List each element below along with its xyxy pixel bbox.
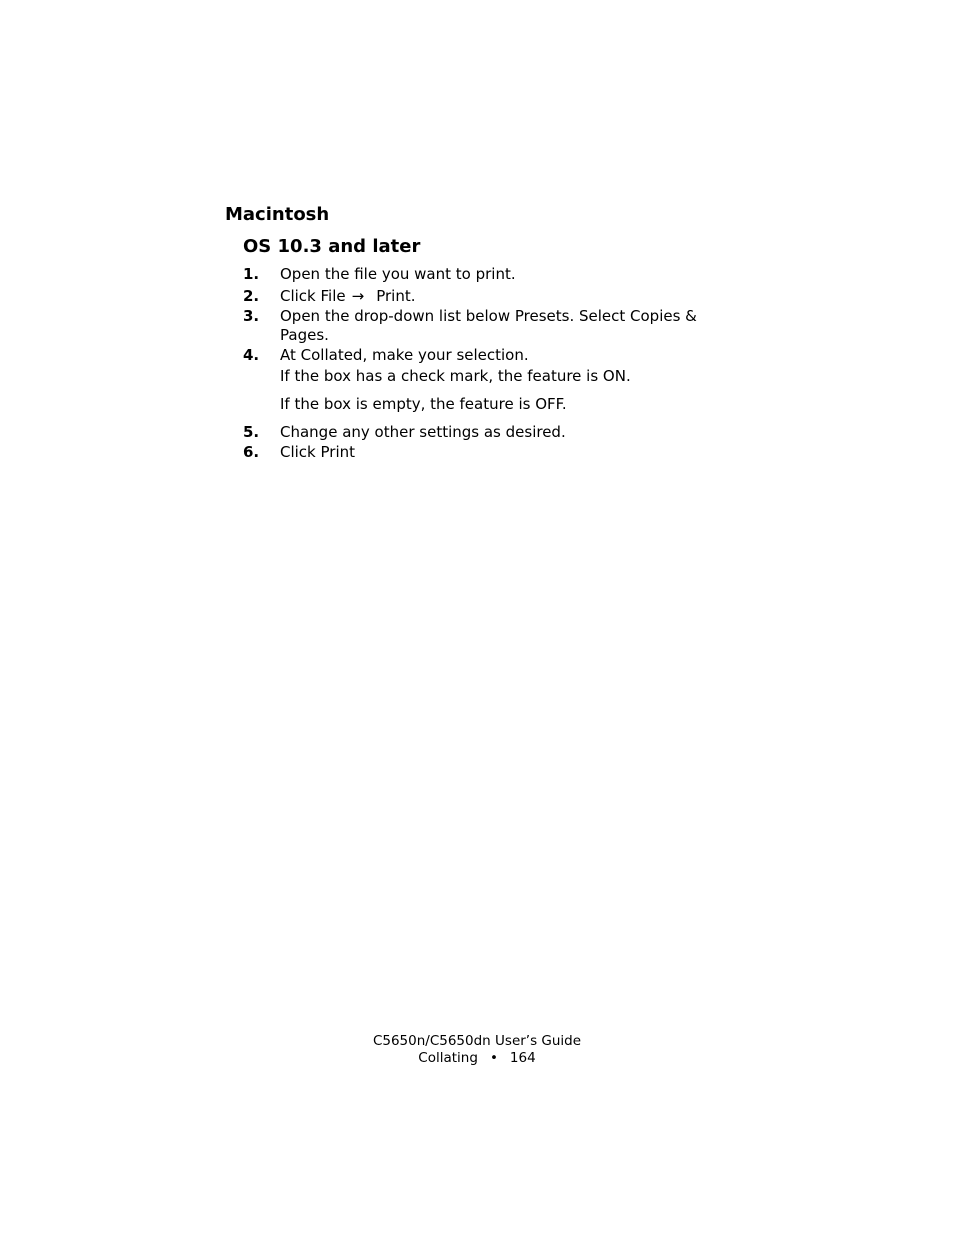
step-number: 3. (243, 307, 260, 325)
footer-page-number: 164 (509, 1050, 536, 1066)
step-number: 4. (243, 346, 260, 364)
footer-page-info (0, 1050, 954, 1067)
step-text: Change any other settings as desired. (280, 423, 566, 441)
footer-chapter: Collating (418, 1050, 478, 1066)
step-number: 1. (243, 265, 260, 283)
step-text: Click Print (280, 443, 356, 461)
section-subtitle: OS 10.3 and later (243, 236, 421, 257)
step-text: Open the drop-down list below Presets. Select Copies & Pages. (280, 307, 697, 344)
step-text (280, 287, 740, 306)
section-title: Macintosh (225, 204, 330, 225)
step-text-before: Click File (280, 287, 346, 305)
step-number: 6. (243, 443, 260, 461)
step-text: Open the file you want to print. (280, 265, 516, 283)
step-text: At Collated, make your selection. (280, 346, 529, 364)
step-number: 5. (243, 423, 260, 441)
step-4-note-on: If the box has a check mark, the feature is ON. (280, 367, 631, 385)
step-number: 2. (243, 287, 260, 305)
step-4-note-off: If the box is empty, the feature is OFF. (280, 395, 567, 413)
footer-guide-title: C5650n/C5650dn User’s Guide (372, 1033, 582, 1049)
step-text-after: Print. (376, 287, 416, 305)
bullet-separator: • (489, 1050, 498, 1066)
arrow-right-icon: → (351, 287, 365, 305)
